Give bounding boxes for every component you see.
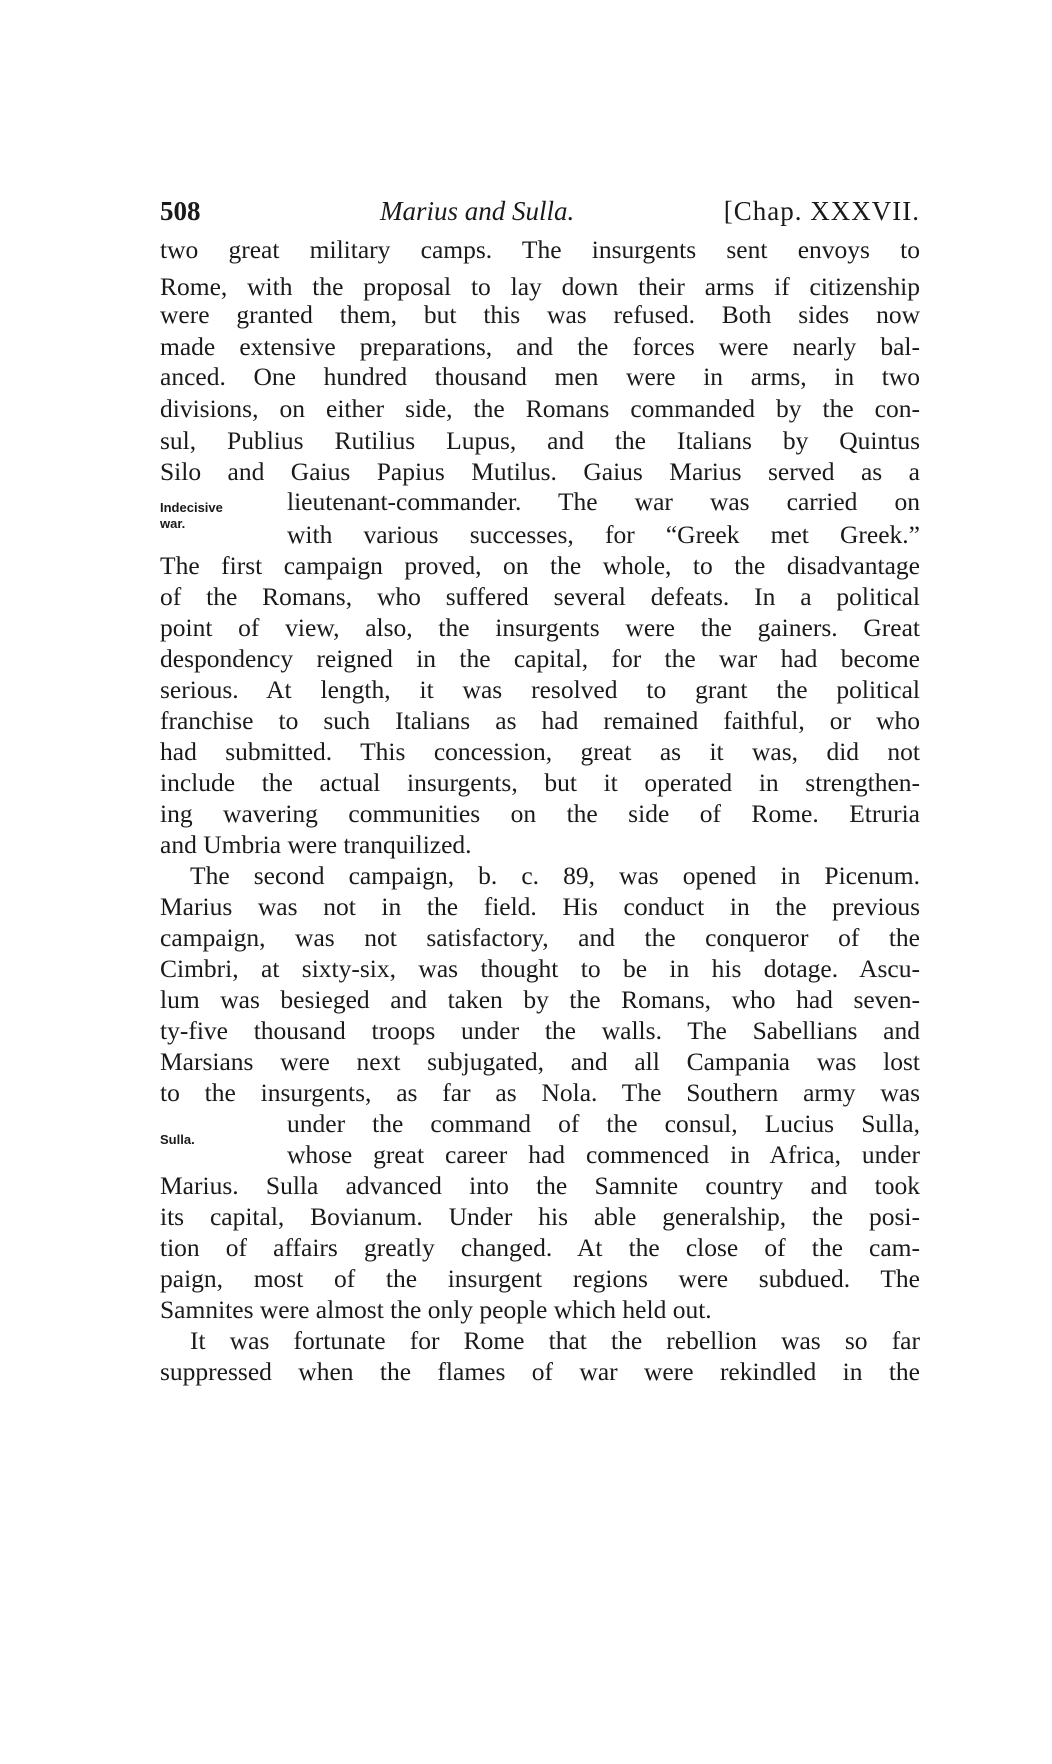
chapter-label: [Chap. XXXVII.: [723, 196, 920, 226]
text-line: of the Romans, who suffered several defeats. In a political: [160, 582, 920, 611]
sidenote-line: war.: [160, 516, 186, 531]
text-line: its capital, Bovianum. Under his able generalship, the posi-: [160, 1202, 920, 1231]
text-line: had submitted. This concession, great as it was, did not: [160, 737, 920, 766]
text-line: campaign, was not satisfactory, and the conqueror of the: [160, 923, 920, 952]
running-title: Marius and Sulla.: [380, 196, 575, 226]
text-line: two great military camps. The insurgents sent envoys to: [160, 235, 920, 264]
text-line: include the actual insurgents, but it operated in strengthen-: [160, 768, 920, 797]
text-line: serious. At length, it was resolved to grant the political: [160, 675, 920, 704]
text-line: Samnites were almost the only people which held out.: [160, 1295, 712, 1324]
text-line: to the insurgents, as far as Nola. The Southern army was: [160, 1078, 920, 1107]
page-header: [160, 196, 920, 236]
text-line: Cimbri, at sixty-six, was thought to be in his dotage. Ascu-: [160, 954, 920, 983]
text-line: Marius was not in the field. His conduct in the previous: [160, 892, 920, 921]
text-line: Marsians were next subjugated, and all Campania was lost: [160, 1047, 920, 1076]
text-line: The second campaign, b. c. 89, was opened in Picenum.: [190, 861, 920, 890]
text-line: under the command of the consul, Lucius Sulla,: [287, 1109, 920, 1138]
text-line: suppressed when the flames of war were rekindled in the: [160, 1357, 920, 1386]
text-line: Rome, with the proposal to lay down their arms if citizenship: [160, 272, 920, 301]
text-line: tion of affairs greatly changed. At the close of the cam-: [160, 1233, 920, 1262]
text-line: despondency reigned in the capital, for the war had become: [160, 644, 920, 673]
sidenote-line: Indecisive: [160, 500, 223, 515]
text-line: ing wavering communities on the side of Rome. Etruria: [160, 799, 920, 828]
text-line: divisions, on either side, the Romans commanded by the con-: [160, 394, 920, 423]
text-line: anced. One hundred thousand men were in arms, in two: [160, 362, 920, 391]
text-line: whose great career had commenced in Africa, under: [287, 1140, 920, 1169]
sidenote-indecisive-war: [160, 500, 223, 532]
sidenote-sulla: Sulla.: [160, 1132, 195, 1147]
text-line: Marius. Sulla advanced into the Samnite country and took: [160, 1171, 920, 1200]
page-number: 508: [160, 196, 201, 226]
text-line: made extensive preparations, and the forces were nearly bal-: [160, 332, 920, 361]
text-line: lum was besieged and taken by the Romans, who had seven-: [160, 985, 920, 1014]
text-line: ty-five thousand troops under the walls. The Sabellians and: [160, 1016, 920, 1045]
text-line: and Umbria were tranquilized.: [160, 830, 472, 859]
text-line: sul, Publius Rutilius Lupus, and the Italians by Quintus: [160, 426, 920, 455]
text-line: were granted them, but this was refused. Both sides now: [160, 300, 920, 329]
text-line: with various successes, for “Greek met Greek.”: [287, 520, 920, 549]
text-line: It was fortunate for Rome that the rebellion was so far: [190, 1326, 920, 1355]
text-line: The first campaign proved, on the whole, to the disadvantage: [160, 551, 920, 580]
text-line: Silo and Gaius Papius Mutilus. Gaius Marius served as a: [160, 457, 920, 486]
text-line: franchise to such Italians as had remained faithful, or who: [160, 706, 920, 735]
text-line: lieutenant-commander. The war was carried on: [287, 487, 920, 516]
text-line: paign, most of the insurgent regions were subdued. The: [160, 1264, 920, 1293]
text-line: point of view, also, the insurgents were the gainers. Great: [160, 613, 920, 642]
